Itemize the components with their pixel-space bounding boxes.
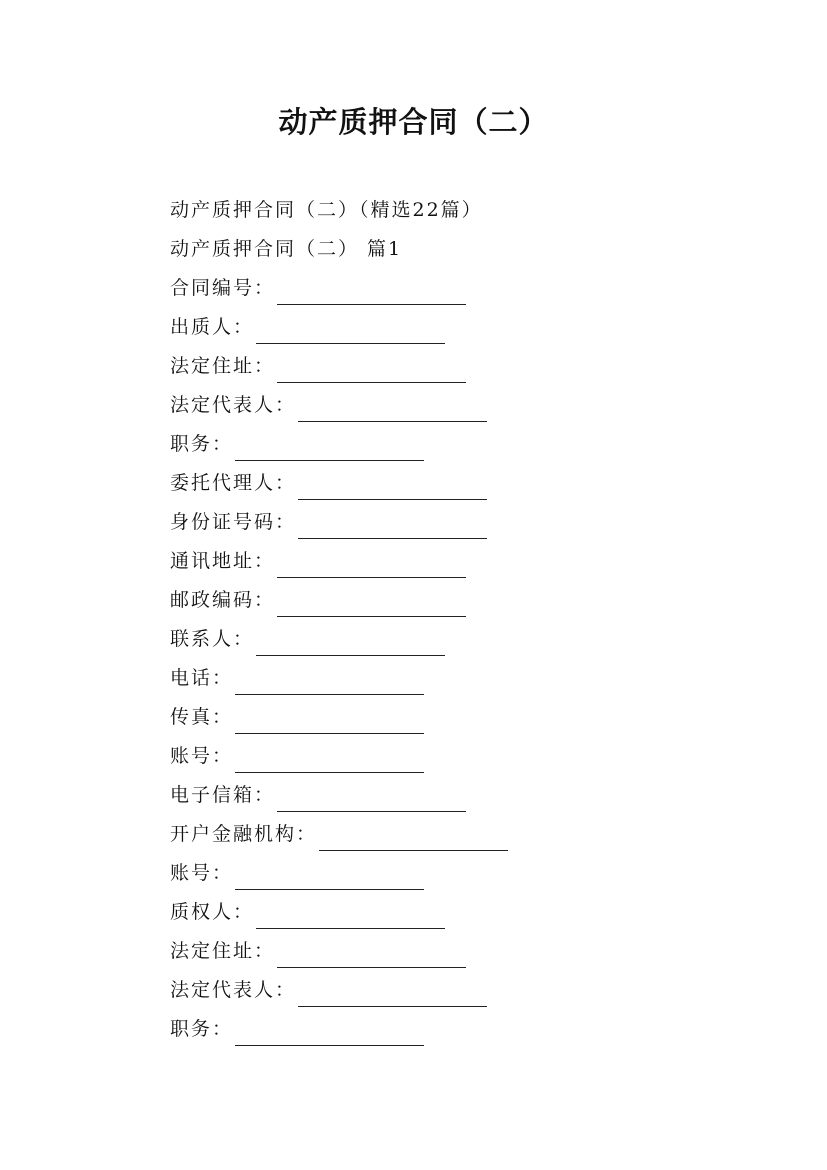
fill-in-blank xyxy=(277,553,466,578)
field-row-id-number xyxy=(170,506,770,545)
field-label: 质权人： xyxy=(170,901,255,923)
field-label: 出质人： xyxy=(170,316,255,338)
field-label: 电话： xyxy=(170,667,234,689)
field-row-position-2 xyxy=(170,1013,770,1052)
field-row-contact xyxy=(170,623,770,662)
field-label: 法定住址： xyxy=(170,355,276,377)
field-row-email xyxy=(170,779,770,818)
field-row-mailing-address xyxy=(170,545,770,584)
fill-in-blank xyxy=(235,709,424,734)
document-body xyxy=(170,194,770,1052)
fill-in-blank xyxy=(256,319,445,344)
field-row-bank xyxy=(170,818,770,857)
fill-in-blank xyxy=(298,397,487,422)
field-label: 开户金融机构： xyxy=(170,823,318,845)
fill-in-blank xyxy=(256,631,445,656)
field-label: 账号： xyxy=(170,862,234,884)
field-label: 职务： xyxy=(170,1018,234,1040)
field-row-fax xyxy=(170,701,770,740)
field-label: 账号： xyxy=(170,745,234,767)
field-label: 电子信箱： xyxy=(170,784,276,806)
field-row-pledgee xyxy=(170,896,770,935)
field-row-account xyxy=(170,740,770,779)
field-label: 通讯地址： xyxy=(170,550,276,572)
field-row-legal-address xyxy=(170,350,770,389)
field-label: 法定代表人： xyxy=(170,394,297,416)
field-row-postal-code xyxy=(170,584,770,623)
field-row-legal-address-2 xyxy=(170,935,770,974)
field-row-legal-representative xyxy=(170,389,770,428)
field-label: 传真： xyxy=(170,706,234,728)
fill-in-blank xyxy=(235,436,424,461)
fill-in-blank xyxy=(235,865,424,890)
chapter-heading: 动产质押合同（二） 篇1 xyxy=(170,238,403,260)
field-row-agent xyxy=(170,467,770,506)
fill-in-blank xyxy=(277,592,466,617)
fill-in-blank xyxy=(319,826,508,851)
field-row-legal-representative-2 xyxy=(170,974,770,1013)
fill-in-blank xyxy=(256,904,445,929)
field-label: 职务： xyxy=(170,433,234,455)
fill-in-blank xyxy=(277,280,466,305)
document-title: 动产质押合同（二） xyxy=(278,105,549,139)
fill-in-blank xyxy=(277,787,466,812)
fill-in-blank xyxy=(235,1021,424,1046)
field-row-pledgor xyxy=(170,311,770,350)
fill-in-blank xyxy=(277,943,466,968)
field-row-account-2 xyxy=(170,857,770,896)
field-row-contract-number xyxy=(170,272,770,311)
fill-in-blank xyxy=(277,358,466,383)
fill-in-blank xyxy=(298,514,487,539)
field-label: 合同编号： xyxy=(170,277,276,299)
document-subtitle: 动产质押合同（二）（精选22篇） xyxy=(170,199,483,221)
field-label: 委托代理人： xyxy=(170,472,297,494)
field-label: 法定住址： xyxy=(170,940,276,962)
field-row-phone xyxy=(170,662,770,701)
fill-in-blank xyxy=(298,475,487,500)
fill-in-blank xyxy=(298,982,487,1007)
field-label: 法定代表人： xyxy=(170,979,297,1001)
field-row-position xyxy=(170,428,770,467)
field-label: 联系人： xyxy=(170,628,255,650)
fill-in-blank xyxy=(235,748,424,773)
field-label: 身份证号码： xyxy=(170,511,297,533)
field-label: 邮政编码： xyxy=(170,589,276,611)
fill-in-blank xyxy=(235,670,424,695)
